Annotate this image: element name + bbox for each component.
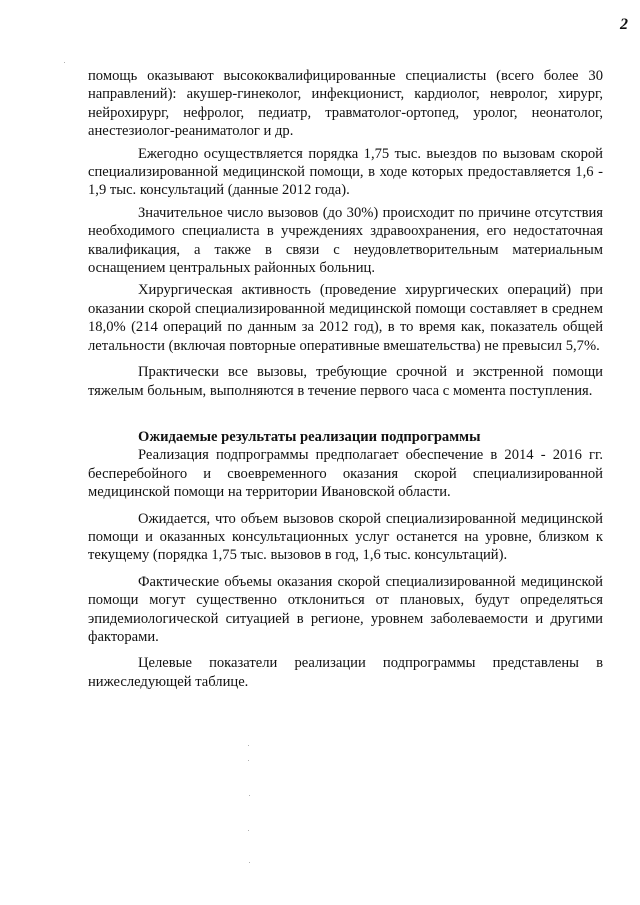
scan-speck: [64, 62, 65, 63]
paragraph-specialists: помощь оказывают высококвалифицированные специалисты (всего более 30 направлений): акушер-гинеколог, инфекционист, кардиолог, невролог, хирург, нейрохирург, нефролог, педиатр, травматолог-ортопед, уролог, неонатолог, анестезиолог-реаниматолог и др.: [88, 68, 603, 140]
scan-speck: [249, 795, 250, 796]
scan-speck: [248, 745, 249, 746]
paragraph-first-hour: Практически все вызовы, требующие срочной и экстренной помощи тяжелым больным, выполняются в течение первого часа с момента поступления.: [88, 364, 603, 399]
scan-speck: [249, 862, 250, 863]
section-heading-expected-results: Ожидаемые результаты реализации подпрограммы: [138, 428, 481, 445]
scan-speck: [248, 760, 249, 761]
paragraph-implementation: Реализация подпрограммы предполагает обеспечение в 2014 - 2016 гг. бесперебойного и своевременного оказания скорой специализированной медицинской помощи на территории Ивановской области.: [88, 447, 603, 501]
document-body: [88, 67, 603, 691]
scan-speck: [248, 830, 249, 831]
paragraph-actual-volumes: Фактические объемы оказания скорой специализированной медицинской помощи могут существенно отклониться от плановых, будут определяться эпидемиологической ситуацией в регионе, уровнем заболеваемости и другими факторами.: [88, 573, 603, 645]
page-number: 2: [620, 16, 628, 33]
paragraph-call-reasons: Значительное число вызовов (до 30%) происходит по причине отсутствия необходимого специалиста в учреждениях здравоохранения, его недостаточная квалификация, а также в связи с неудовлетворительным материальным оснащением центральных районных больниц.: [88, 204, 603, 277]
paragraph-annual-calls: Ежегодно осуществляется порядка 1,75 тыс. выездов по вызовам скорой специализированной медицинской помощи, в ходе которых предоставляется 1,6 - 1,9 тыс. консультаций (данные 2012 года).: [88, 145, 603, 199]
paragraph-expected-volume: Ожидается, что объем вызовов скорой специализированной медицинской помощи и оказанных консультационных услуг останется на уровне, близком к текущему (порядка 1,75 тыс. вызовов в год, 1,6 тыс. консультаций).: [88, 510, 603, 564]
paragraph-target-indicators: Целевые показатели реализации подпрограммы представлены в нижеследующей таблице.: [88, 655, 603, 690]
paragraph-surgical-activity: Хирургическая активность (проведение хирургических операций) при оказании скорой специализированной медицинской помощи составляет в среднем 18,0% (214 операций по данным за 2012 год), в то время как, показатель общей летальности (включая повторные оперативные вмешательства) не превысил 5,7%.: [88, 282, 603, 354]
